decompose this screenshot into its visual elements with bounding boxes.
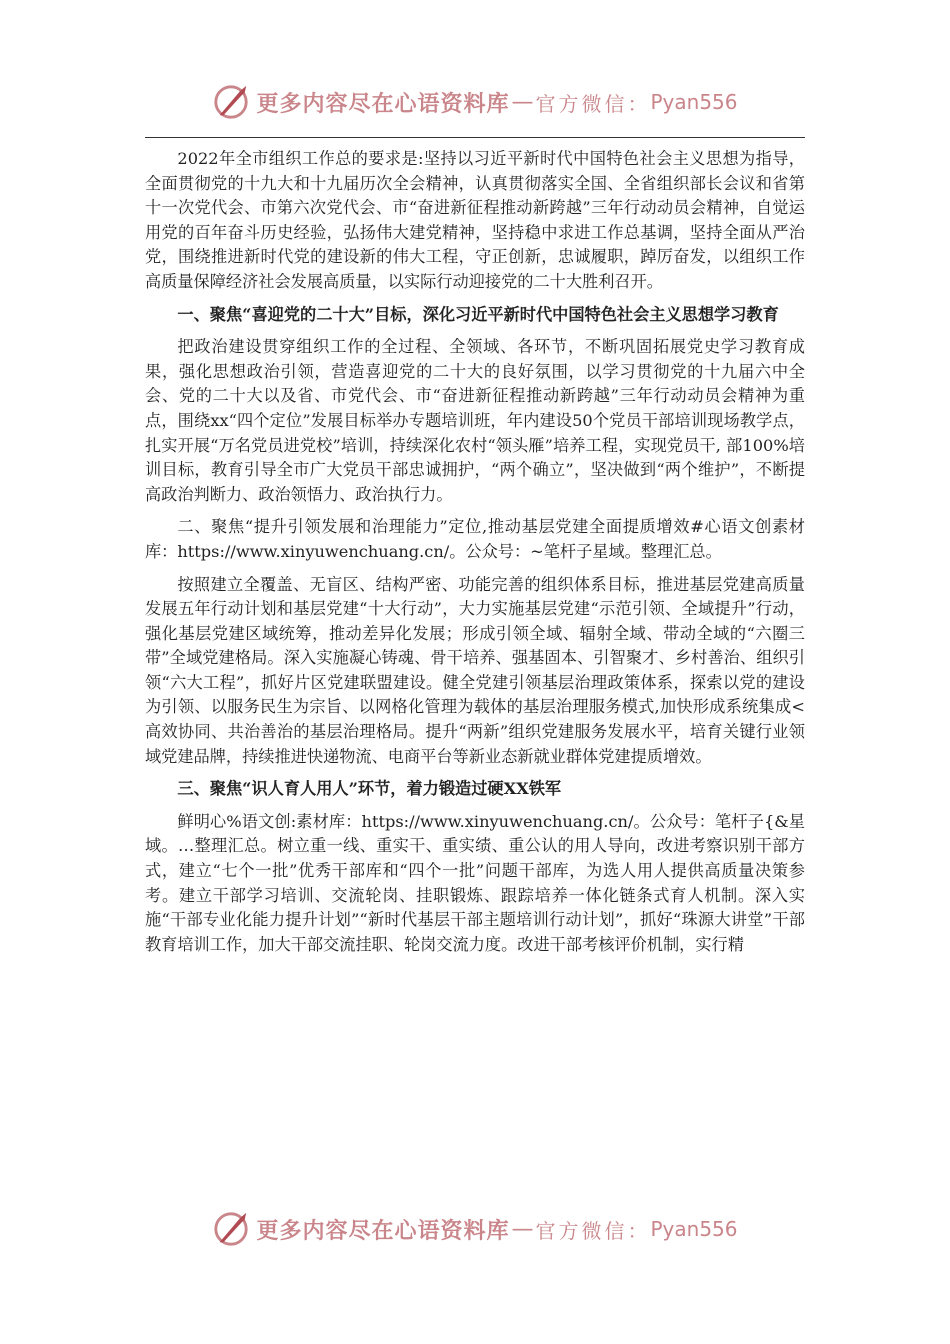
quill-pen-logo-icon [212, 1210, 250, 1248]
section-heading-3: 三、聚焦“识人育人用人”环节，着力锻造过硬XX铁军 [177, 779, 562, 799]
footer-watermark [0, 1207, 950, 1251]
section-3-paragraph: 鲜明心%语文创:素材库：https://www.xinyuwenchuang.cn/。公众号：笔杆子{&星域。…整理汇总。树立重一线、重实干、重实绩、重公认的用人导向，改进考察识别干部方式，建立“七个一批”优秀干部库和“四个一批”问题干部库，为选人用人提供高质量决策参考。建立干部学习培训、交流轮岗、挂职锻炼、跟踪培养一体化链条式育人机制。深入实施“干部专业化能力提升计划”“新时代基层干部主题培训行动计划”，抓好“珠源大讲堂”干部教育培训工作，加大干部交流挂职、轮岗交流力度。改进干部考核评价机制，实行精 [145, 811, 805, 954]
header-rule [145, 137, 805, 138]
header-watermark [0, 80, 950, 124]
watermark-text: 更多内容尽在心语资料库 [256, 90, 510, 117]
watermark-separator: — [511, 1216, 534, 1242]
section-2-paragraph: 按照建立全覆盖、无盲区、结构严密、功能完善的组织体系目标，推进基层党建高质量发展五年行动计划和基层党建“十大行动”，大力实施基层党建“示范引领、全域提升”行动，强化基层党建区域统筹，推动差异化发展；形成引领全域、辐射全域、带动全域的“六圈三带”全域党建格局。深入实施凝心铸魂、骨干培养、强基固本、引智聚才、乡村善治、组织引领“六大工程”，抓好片区党建联盟建设。健全党建引领基层治理政策体系，探索以党的建设为引领、以服务民生为宗旨、以网格化管理为载体的基层治理服务模式,加快形成系统集成<高效协同、共治善治的基层治理格局。提升“两新”组织党建服务发展水平，培育关键行业领域党建品牌，持续推进快递物流、电商平台等新业态新就业群体党建提质增效。 [145, 574, 805, 766]
watermark-wechat-label: 官方微信： [535, 1218, 651, 1243]
watermark-wechat-id: Pyan556 [650, 90, 738, 114]
watermark-wechat-id: Pyan556 [650, 1217, 738, 1241]
section-heading-1: 一、聚焦“喜迎党的二十大”目标，深化习近平新时代中国特色社会主义思想学习教育 [177, 304, 779, 324]
intro-paragraph: 2022年全市组织工作总的要求是:坚持以习近平新时代中国特色社会主义思想为指导，全面贯彻党的十九大和十九届历次全会精神，认真贯彻落实全国、全省组织部长会议和省第十一次党代会、市第六次党代会、市“奋进新征程推动新跨越”三年行动动员会精神，自觉运用党的百年奋斗历史经验，弘扬伟大建党精神，坚持稳中求进工作总基调，坚持全面从严治党，围绕推进新时代党的建设新的伟大工程，守正创新，忠诚履职，踔厉奋发，以组织工作高质量保障经济社会发展高质量，以实际行动迎接党的二十大胜利召开。 [145, 149, 805, 291]
document-body [145, 147, 805, 965]
watermark-separator: — [511, 89, 534, 115]
watermark-text: 更多内容尽在心语资料库 [256, 1217, 510, 1244]
watermark-wechat-label: 官方微信： [535, 91, 651, 116]
quill-pen-logo-icon [212, 83, 250, 121]
section-heading-2: 二、聚焦“提升引领发展和治理能力”定位,推动基层党建全面提质增效#心语文创素材库：https://www.xinyuwenchuang.cn/。公众号：~笔杆子星域。整理汇总。 [145, 517, 805, 561]
section-1-paragraph: 把政治建设贯穿组织工作的全过程、全领域、各环节，不断巩固拓展党史学习教育成果，强化思想政治引领，营造喜迎党的二十大的良好氛围，以学习贯彻党的十九届六中全会、党的二十大以及省、市党代会、市“奋进新征程推动新跨越”三年行动动员会精神为重点，围绕xx“四个定位”发展目标举办专题培训班，年内建设50个党员干部培训现场教学点，扎实开展“万名党员进党校”培训，持续深化农村“领头雁”培养工程，实现党员干, 部100%培训目标，教育引导全市广大党员干部忠诚拥护，“两个确立”，坚决做到“两个维护”，不断提高政治判断力、政治领悟力、政治执行力。 [145, 337, 805, 504]
